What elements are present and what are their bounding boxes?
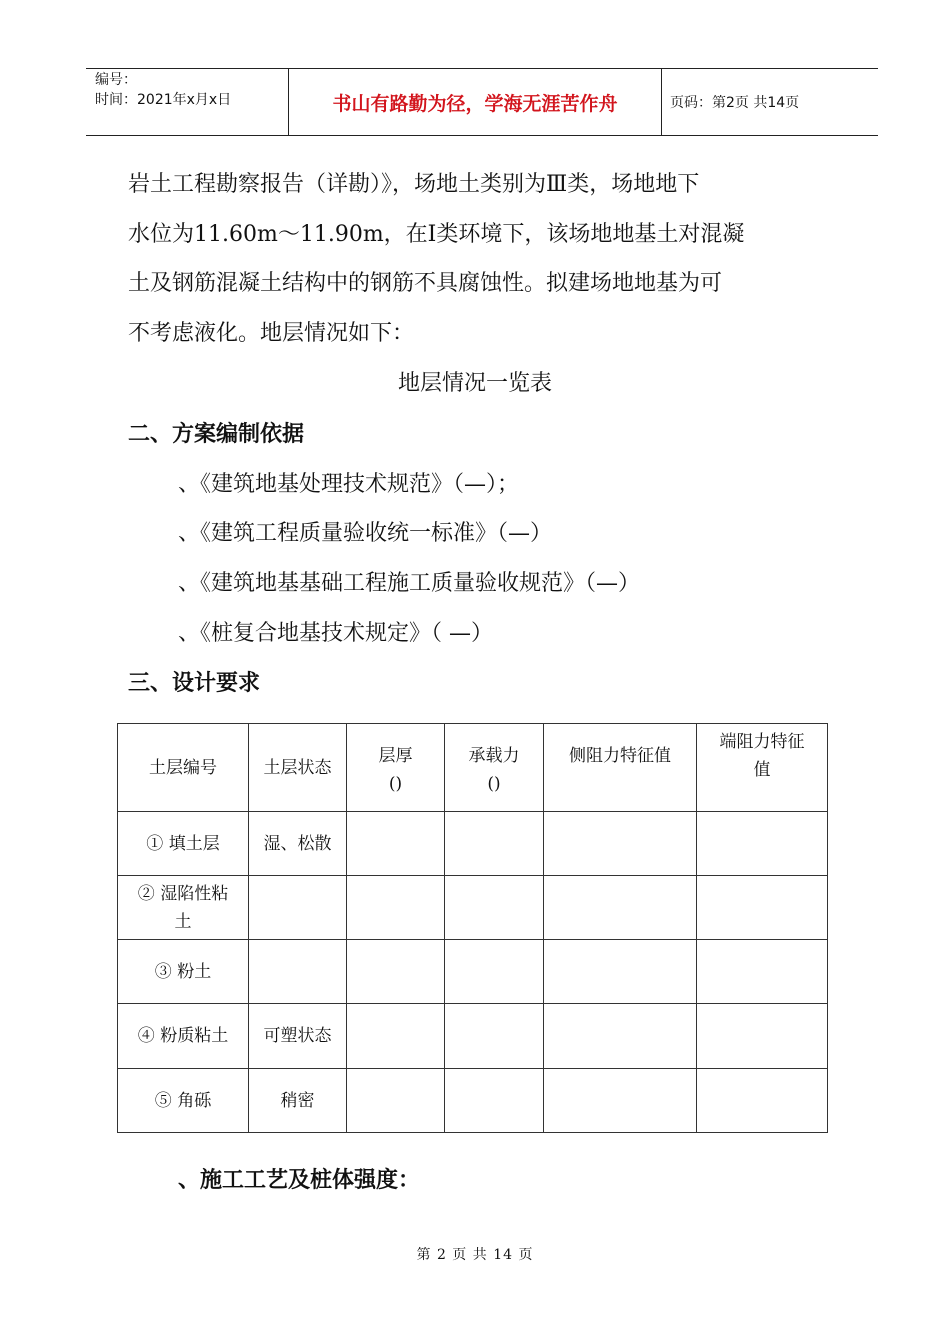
header-cell-text: 承载力 — [468, 746, 520, 766]
empty-cell — [544, 1069, 697, 1133]
layer-name-cell: ⑤ 角砾 — [118, 1069, 249, 1133]
empty-cell — [445, 1069, 544, 1133]
empty-cell — [445, 812, 544, 876]
header-page-number: 页码：第2页 共14页 — [670, 95, 800, 111]
table-row — [118, 812, 828, 876]
empty-cell — [445, 940, 544, 1004]
paragraph-line: 不考虑液化。地层情况如下： — [128, 321, 415, 346]
header-cell — [697, 724, 828, 812]
header-divider — [661, 69, 662, 135]
header-meta — [86, 69, 288, 135]
layer-name-cell: ④ 粉质粘土 — [118, 1004, 249, 1069]
section-heading: 、施工工艺及桩体强度： — [178, 1168, 421, 1193]
header-cell: 土层编号 — [118, 724, 249, 812]
empty-cell — [445, 1004, 544, 1069]
empty-cell — [445, 876, 544, 940]
reference-item: 、《建筑工程质量验收统一标准》（—） — [178, 521, 553, 546]
empty-cell — [544, 876, 697, 940]
header-cell — [445, 724, 544, 812]
page-header — [86, 68, 878, 136]
table-row — [118, 1004, 828, 1069]
header-cell-text: 值 — [753, 760, 771, 780]
empty-cell — [347, 1004, 445, 1069]
header-cell-text: 端阻力特征 — [719, 732, 805, 752]
section-heading: 三、设计要求 — [128, 671, 261, 696]
empty-cell — [544, 1004, 697, 1069]
empty-cell — [347, 876, 445, 940]
empty-cell — [697, 876, 828, 940]
layer-state-cell — [249, 940, 347, 1004]
table-row — [118, 1069, 828, 1133]
layer-state-cell: 湿、松散 — [249, 812, 347, 876]
table-header-row — [118, 724, 828, 812]
header-motto: 书山有路勤为径，学海无涯苦作舟 — [332, 92, 618, 115]
empty-cell — [697, 1004, 828, 1069]
design-requirements-table — [117, 723, 828, 1133]
header-time: 时间：2021年x月x日 — [95, 92, 232, 108]
section-heading: 二、方案编制依据 — [128, 422, 305, 447]
table-row — [118, 876, 828, 940]
header-cell-unit: () — [487, 774, 501, 794]
layer-state-cell — [249, 876, 347, 940]
layer-name-line: 土 — [174, 911, 192, 932]
layer-name-line: ② 湿陷性粘 — [137, 883, 229, 904]
empty-cell — [697, 1069, 828, 1133]
layer-name-cell: ① 填土层 — [118, 812, 249, 876]
empty-cell — [347, 940, 445, 1004]
strata-table-caption: 地层情况一览表 — [397, 371, 552, 396]
empty-cell — [697, 812, 828, 876]
header-cell: 土层状态 — [249, 724, 347, 812]
empty-cell — [544, 812, 697, 876]
layer-name-cell — [118, 876, 249, 940]
empty-cell — [347, 812, 445, 876]
layer-state-cell: 可塑状态 — [249, 1004, 347, 1069]
empty-cell — [347, 1069, 445, 1133]
header-number: 编号： — [95, 72, 137, 88]
reference-item: 、《桩复合地基技术规定》（ —） — [178, 621, 493, 646]
paragraph-line: 水位为11.60m～11.90m，在Ⅰ类环境下，该场地地基土对混凝 — [128, 222, 745, 247]
reference-item: 、《建筑地基处理技术规范》（—）； — [178, 472, 520, 497]
empty-cell — [697, 940, 828, 1004]
page-footer: 第 2 页 共 14 页 — [416, 1247, 534, 1263]
header-cell-unit: () — [388, 774, 403, 794]
paragraph-line: 岩土工程勘察报告（详勘）》，场地土类别为Ⅲ类，场地地下 — [128, 172, 700, 197]
layer-state-cell: 稍密 — [249, 1069, 347, 1133]
header-cell — [347, 724, 445, 812]
layer-name-cell: ③ 粉土 — [118, 940, 249, 1004]
header-cell: 侧阻力特征值 — [544, 724, 697, 812]
empty-cell — [544, 940, 697, 1004]
table-row — [118, 940, 828, 1004]
paragraph-line: 土及钢筋混凝土结构中的钢筋不具腐蚀性。拟建场地地基为可 — [128, 271, 723, 296]
reference-item: 、《建筑地基基础工程施工质量验收规范》（—） — [178, 571, 641, 596]
header-cell-text: 层厚 — [378, 746, 413, 766]
